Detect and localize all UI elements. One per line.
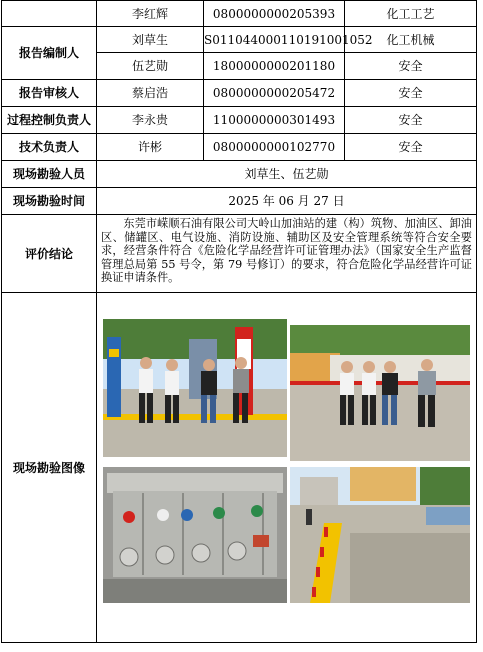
surveyors-label: 现场勘验人员: [2, 161, 97, 188]
photos-cell: [97, 293, 477, 643]
process-name: 李永贵: [97, 107, 204, 134]
photos-label: 现场勘验图像: [2, 293, 97, 643]
process-label: 过程控制负责人: [2, 107, 97, 134]
report-table: [1, 0, 477, 643]
reviewer-label: 报告审核人: [2, 80, 97, 107]
compiler1-cert: S011044000110191001052: [204, 27, 345, 53]
staff1-label-cell: [2, 1, 97, 27]
staff1-name: 李红辉: [97, 1, 204, 27]
technical-label: 技术负责人: [2, 134, 97, 161]
conclusion-text: 东莞市嵘顺石油有限公司大岭山加油站的建（构）筑物、加油区、卸油区、储罐区、电气设施、消防设施、辅助区及安全管理系统等符合安全要求，经营条件符合《危险化学品经营许可证管理办法》（国家安全生产监督管理总局第 55 号令，第 79 号修订）的要求，符合危险化学品经营许可证换证申请条件。: [97, 215, 477, 293]
photo-unloading-area: [290, 467, 470, 603]
compiler1-name: 刘草生: [97, 27, 204, 53]
compiler1-major: 化工机械: [345, 27, 477, 53]
photo-tank-valves: [103, 467, 287, 603]
compiler-label: 报告编制人: [2, 27, 97, 80]
photo-group-at-pumps: [103, 319, 287, 457]
staff1-major: 化工工艺: [345, 1, 477, 27]
survey-time-value: 2025 年 06 月 27 日: [97, 188, 477, 215]
technical-name: 许彬: [97, 134, 204, 161]
photo-group-at-yard: [290, 325, 470, 461]
staff1-cert: 0800000000205393: [204, 1, 345, 27]
reviewer-major: 安全: [345, 80, 477, 107]
surveyors-value: 刘草生、伍艺勋: [97, 161, 477, 188]
compiler2-cert: 1800000000201180: [204, 53, 345, 80]
compiler2-major: 安全: [345, 53, 477, 80]
compiler2-name: 伍艺勋: [97, 53, 204, 80]
reviewer-cert: 0800000000205472: [204, 80, 345, 107]
survey-time-label: 现场勘验时间: [2, 188, 97, 215]
technical-major: 安全: [345, 134, 477, 161]
process-cert: 1100000000301493: [204, 107, 345, 134]
technical-cert: 0800000000102770: [204, 134, 345, 161]
process-major: 安全: [345, 107, 477, 134]
conclusion-label: 评价结论: [2, 215, 97, 293]
reviewer-name: 蔡启浩: [97, 80, 204, 107]
